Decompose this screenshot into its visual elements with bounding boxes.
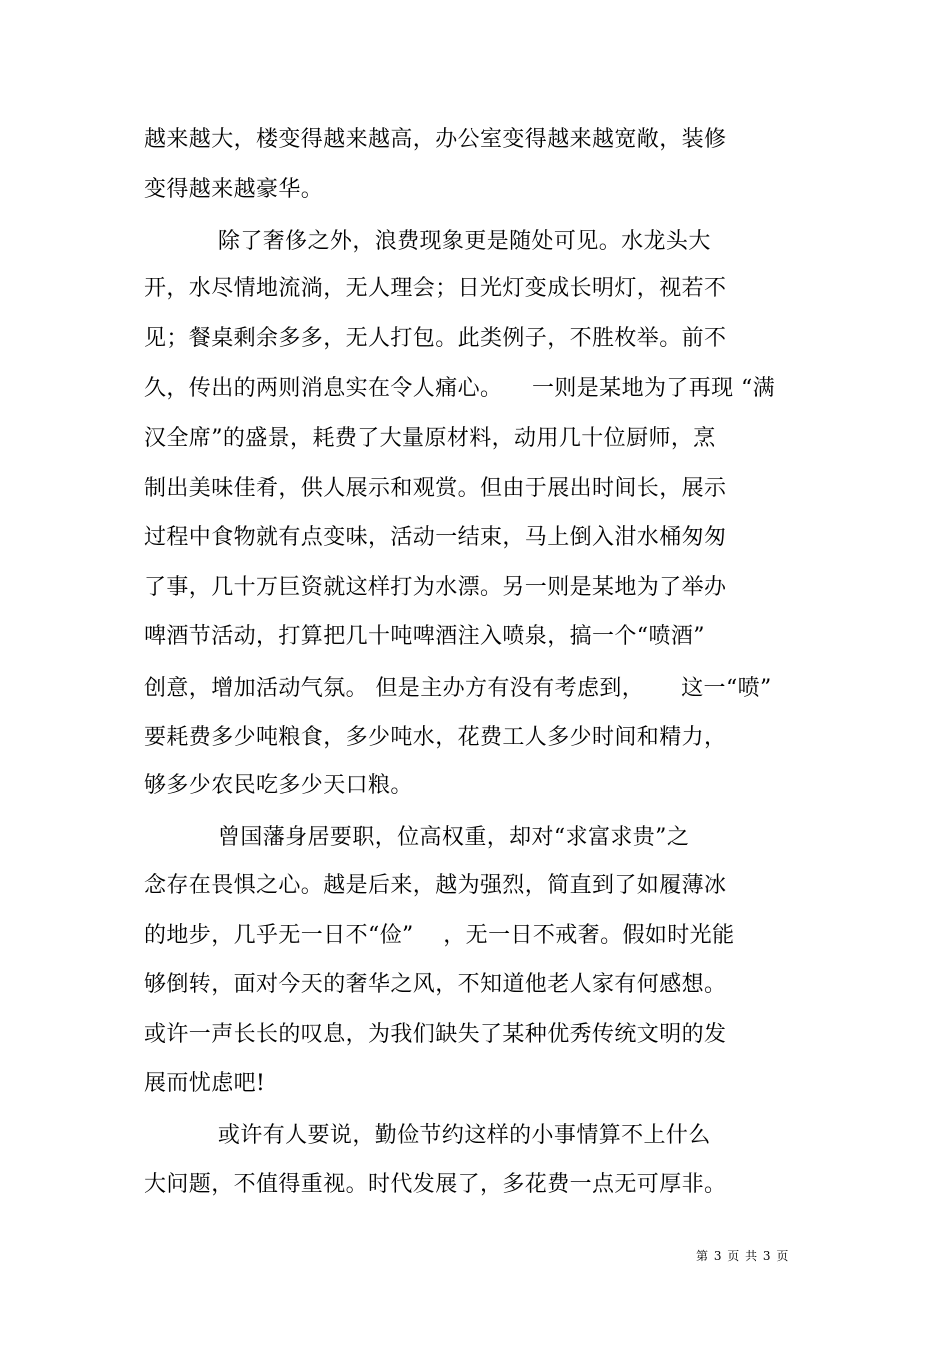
- text-line: 见；餐桌剩余多多，无人打包。此类例子，不胜枚举。前不: [144, 326, 727, 351]
- text-line: 开，水尽情地流淌，无人理会；日光灯变成长明灯，视若不: [144, 276, 727, 301]
- text-line: 够倒转，面对今天的奢华之风，不知道他老人家有何感想。: [144, 972, 727, 997]
- text-line: 汉全席”的盛景，耗费了大量原材料，动用几十位厨师，烹: [144, 426, 716, 451]
- text-line: 越来越大，楼变得越来越高，办公室变得越来越宽敞，装修: [144, 127, 727, 152]
- text-line: 要耗费多少吨粮食，多少吨水，花费工人多少时间和精力，: [144, 725, 727, 750]
- text-line: 除了奢侈之外，浪费现象更是随处可见。水龙头大: [144, 229, 711, 254]
- text-line: 或许一声长长的叹息，为我们缺失了某种优秀传统文明的发: [144, 1022, 727, 1047]
- text-line: 或许有人要说，勤俭节约这样的小事情算不上什么: [144, 1123, 711, 1148]
- text-line: 够多少农民吃多少天口粮。: [144, 773, 413, 798]
- text-line: 展而忧虑吧!: [144, 1071, 266, 1096]
- text-line: 创意，增加活动气氛。 但是主办方有没有考虑到， 这一“喷”: [144, 676, 772, 701]
- text-line: 大问题，不值得重视。时代发展了，多花费一点无可厚非。: [144, 1172, 727, 1197]
- text-line: 变得越来越豪华。: [144, 177, 324, 202]
- text-line: 念存在畏惧之心。越是后来，越为强烈，简直到了如履薄冰: [144, 873, 727, 898]
- text-line: 过程中食物就有点变味，活动一结束，马上倒入泔水桶匆匆: [144, 525, 727, 550]
- text-line: 的地步，几乎无一日不“俭” ，无一日不戒奢。假如时光能: [144, 923, 735, 948]
- text-line: 曾国藩身居要职，位高权重，却对“求富求贵”之: [144, 825, 690, 850]
- text-line: 啤酒节活动，打算把几十吨啤酒注入喷泉，搞一个“喷酒”: [144, 624, 705, 649]
- text-line: 制出美味佳肴，供人展示和观赏。但由于展出时间长，展示: [144, 476, 727, 501]
- text-line: 了事，几十万巨资就这样打为水漂。另一则是某地为了举办: [144, 575, 727, 600]
- text-line: 久，传出的两则消息实在令人痛心。 一则是某地为了再现 “满: [144, 376, 776, 401]
- page-number-footer: 第 3 页 共 3 页: [696, 1249, 790, 1263]
